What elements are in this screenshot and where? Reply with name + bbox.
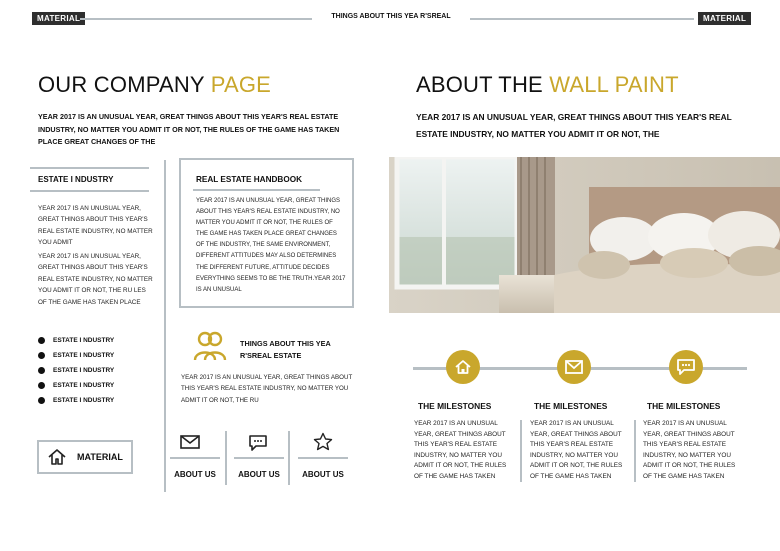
page-title-right-accent: WALL PAINT <box>549 72 679 97</box>
milestone-title: THE MILESTONES <box>534 401 608 411</box>
about-divider-2 <box>288 431 290 485</box>
header-left-tag: MATERIAL <box>32 12 85 25</box>
bullet-item <box>38 378 114 393</box>
milestone-divider-2 <box>634 420 636 482</box>
chat-icon[interactable] <box>248 434 268 457</box>
about-divider-1 <box>225 431 227 485</box>
page-title-left-accent: PAGE <box>210 72 272 97</box>
home-icon[interactable] <box>446 350 480 384</box>
about-rule-3 <box>298 457 348 459</box>
bullet-label: ESTATE I NDUSTRY <box>53 382 115 389</box>
page-title-right <box>416 72 679 98</box>
milestone-divider-1 <box>520 420 522 482</box>
bullet-label: ESTATE I NDUSTRY <box>53 352 115 359</box>
estate-para-2: YEAR 2017 IS AN UNUSUAL YEAR, GREAT THINGS ABOUT THIS YEAR'S REAL ESTATE INDUSTRY, NO MATTER YOU ADMIT IT OR NOT, THE RU LES OF THE GAME HAS TAKEN PLACE <box>38 253 153 306</box>
page-title-left <box>38 72 271 98</box>
things-text: YEAR 2017 IS AN UNUSUAL YEAR, GREAT THINGS ABOUT THIS YEAR'S REAL ESTATE INDUSTRY, NO MATTER YOU ADMIT IT OR NOT, THE RU <box>181 374 353 404</box>
people-icon <box>193 328 227 367</box>
milestone-text: YEAR 2017 IS AN UNUSUAL YEAR, GREAT THINGS ABOUT THIS YEAR'S REAL ESTATE INDUSTRY, NO MATTER YOU ADMIT IT OR NOT, THE RULES OF THE GAME HAS TAKEN <box>530 420 623 480</box>
about-us-link[interactable]: ABOUT US <box>174 470 216 479</box>
bedroom-photo <box>389 157 780 313</box>
bullet-item <box>38 333 114 348</box>
milestone-text: YEAR 2017 IS AN UNUSUAL YEAR, GREAT THINGS ABOUT THIS YEAR'S REAL ESTATE INDUSTRY, NO MATTER YOU ADMIT IT OR NOT, THE RULES OF THE GAME HAS TAKEN <box>414 420 507 480</box>
header-rule-right <box>470 18 694 20</box>
header-center-title: THINGS ABOUT THIS YEA R'SREAL <box>331 13 451 20</box>
page-title-right-main: ABOUT THE <box>416 72 550 97</box>
star-icon[interactable] <box>313 432 333 456</box>
estate-rule-bottom <box>30 190 149 192</box>
bullet-dot <box>38 337 45 344</box>
estate-rule-top <box>30 167 149 169</box>
estate-para-1: YEAR 2017 IS AN UNUSUAL YEAR, GREAT THINGS ABOUT THIS YEAR'S REAL ESTATE INDUSTRY, NO MATTER YOU ADMIT <box>38 205 153 247</box>
bullet-dot <box>38 382 45 389</box>
mail-icon[interactable] <box>557 350 591 384</box>
material-button-label: MATERIAL <box>77 452 123 462</box>
home-icon <box>47 447 67 467</box>
bullet-item <box>38 363 114 378</box>
right-intro: YEAR 2017 IS AN UNUSUAL YEAR, GREAT THINGS ABOUT THIS YEAR'S REAL ESTATE INDUSTRY, NO MATTER YOU ADMIT IT OR NOT, THE <box>416 112 732 139</box>
bullet-dot <box>38 397 45 404</box>
left-intro: YEAR 2017 IS AN UNUSUAL YEAR, GREAT THINGS ABOUT THIS YEAR'S REAL ESTATE INDUSTRY, NO MATTER YOU ADMIT IT OR NOT, THE RULES OF THE GAME HAS TAKEN PLACE GREAT CHANGES OF THE <box>38 112 340 146</box>
about-rule-2 <box>234 457 284 459</box>
left-vertical-divider <box>164 160 166 492</box>
bullet-dot <box>38 367 45 374</box>
things-title: THINGS ABOUT THIS YEA R'SREAL ESTATE <box>240 339 331 360</box>
milestone-title: THE MILESTONES <box>647 401 721 411</box>
about-us-link[interactable]: ABOUT US <box>238 470 280 479</box>
milestone-text: YEAR 2017 IS AN UNUSUAL YEAR, GREAT THINGS ABOUT THIS YEAR'S REAL ESTATE INDUSTRY, NO MATTER YOU ADMIT IT OR NOT, THE RULES OF THE GAME HAS TAKEN <box>643 420 736 480</box>
mail-icon[interactable] <box>180 434 200 455</box>
about-us-link[interactable]: ABOUT US <box>302 470 344 479</box>
material-button[interactable] <box>37 440 133 474</box>
header-rule-left <box>80 18 312 20</box>
bullet-item <box>38 348 114 363</box>
bullet-label: ESTATE I NDUSTRY <box>53 367 115 374</box>
handbook-title: REAL ESTATE HANDBOOK <box>196 175 302 184</box>
about-rule-1 <box>170 457 220 459</box>
milestone-title: THE MILESTONES <box>418 401 492 411</box>
header-right-tag: MATERIAL <box>698 12 751 25</box>
handbook-rule <box>193 189 320 191</box>
bullet-label: ESTATE I NDUSTRY <box>53 337 115 344</box>
page-title-left-main: OUR COMPANY <box>38 72 211 97</box>
handbook-text: YEAR 2017 IS AN UNUSUAL YEAR, GREAT THINGS ABOUT THIS YEAR'S REAL ESTATE INDUSTRY, NO MATTER YOU ADMIT IT OR NOT, THE RULES OF THE GAME HAS TAKEN PLACE GREAT CHANGES OF THE INDUSTRY, THE SAME ENVIRONMENT, DIFFERENT ATTITUDES MAY ALSO DETERMINES THE DIFFERENT FUTURE, ATTITUDE DECIDES EVERYTHING SEEMS TO BE THE TRUTH.YEAR 2017 IS AN UNUSUAL <box>196 198 346 293</box>
bullet-list <box>38 333 114 408</box>
bullet-dot <box>38 352 45 359</box>
chat-icon[interactable] <box>669 350 703 384</box>
estate-heading: ESTATE I NDUSTRY <box>38 175 114 184</box>
bullet-item <box>38 393 114 408</box>
bullet-label: ESTATE I NDUSTRY <box>53 397 115 404</box>
